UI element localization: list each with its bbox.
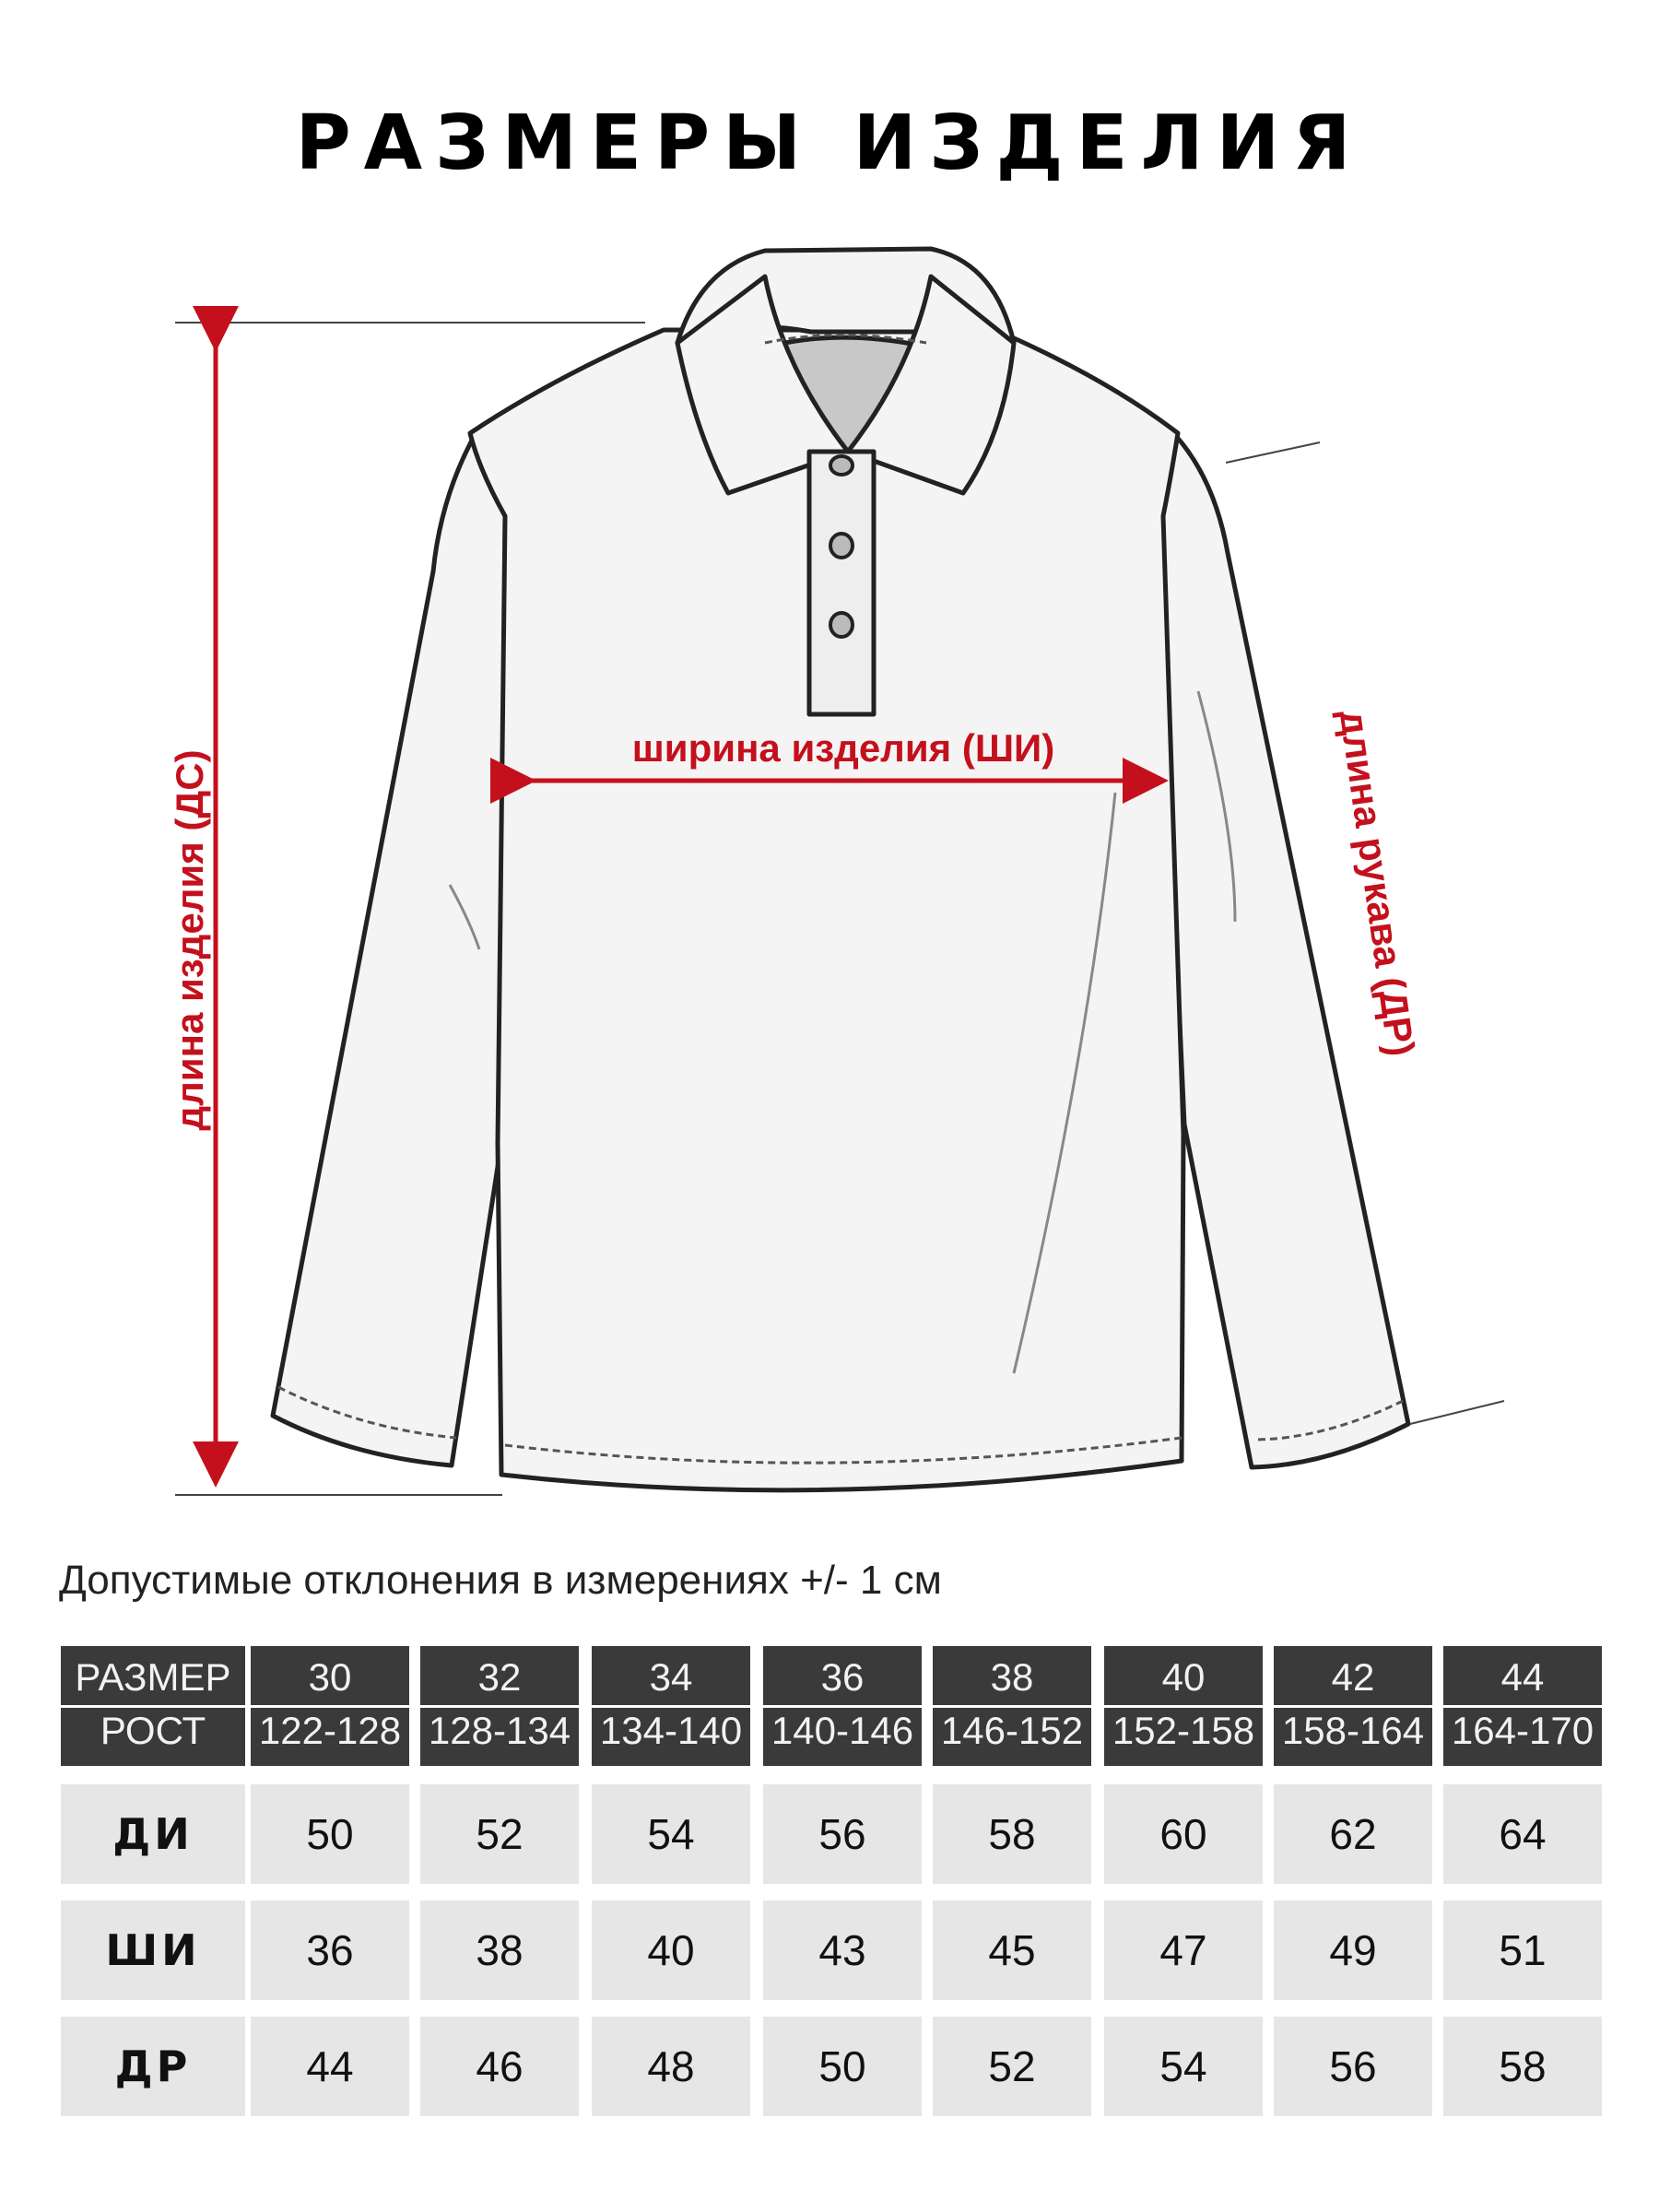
table-cell: 54 [592,1784,750,1884]
table-cell: 46 [420,2017,579,2116]
sleeve-label: длина рукава (ДР) [1331,707,1423,1059]
table-cell: 50 [763,2017,922,2116]
size-column-header: 40 152-158 [1104,1646,1263,1766]
table-cell: 50 [251,1784,409,1884]
size-column-header: 42 158-164 [1274,1646,1432,1766]
polo-shirt-illustration [273,249,1408,1490]
table-cell: 36 [251,1900,409,2000]
size-column-header: 36 140-146 [763,1646,922,1766]
table-cell: 45 [933,1900,1091,2000]
size-header-label: РАЗМЕР [75,1655,231,1699]
table-cell: 58 [1443,2017,1602,2116]
size-column-header: 38 146-152 [933,1646,1091,1766]
size-column-header: 34 134-140 [592,1646,750,1766]
header-label-cell [61,1646,245,1766]
table-cell: 43 [763,1900,922,2000]
row-label: ДР [61,2017,245,2116]
table-cell: 64 [1443,1784,1602,1884]
table-cell: 40 [592,1900,750,2000]
table-cell: 51 [1443,1900,1602,2000]
table-cell: 44 [251,2017,409,2116]
row-label: ШИ [61,1900,245,2000]
page-title: РАЗМЕРЫ ИЗДЕЛИЯ [295,100,1364,187]
table-cell: 52 [420,1784,579,1884]
table-cell: 62 [1274,1784,1432,1884]
size-column-header: 32 128-134 [420,1646,579,1766]
size-column-header: 44 164-170 [1443,1646,1602,1766]
table-cell: 56 [1274,2017,1432,2116]
sleeve-top-guide-line [1226,442,1320,463]
width-label: ширина изделия (ШИ) [631,726,1055,770]
table-cell: 58 [933,1784,1091,1884]
table-cell: 38 [420,1900,579,2000]
tolerance-note: Допустимые отклонения в измерениях +/- 1 см [59,1558,942,1603]
table-cell: 60 [1104,1784,1263,1884]
table-cell: 54 [1104,2017,1263,2116]
left-sleeve [273,435,505,1465]
sleeve-bottom-guide-line [1410,1401,1504,1424]
placket [809,452,874,714]
table-cell: 56 [763,1784,922,1884]
table-cell: 52 [933,2017,1091,2116]
table-cell: 48 [592,2017,750,2116]
row-label: ДИ [61,1784,245,1884]
table-cell: 47 [1104,1900,1263,2000]
height-header-label: РОСТ [100,1709,206,1752]
table-cell: 49 [1274,1900,1432,2000]
size-column-header: 30 122-128 [251,1646,409,1766]
length-label: длина изделия (ДС) [168,749,211,1131]
